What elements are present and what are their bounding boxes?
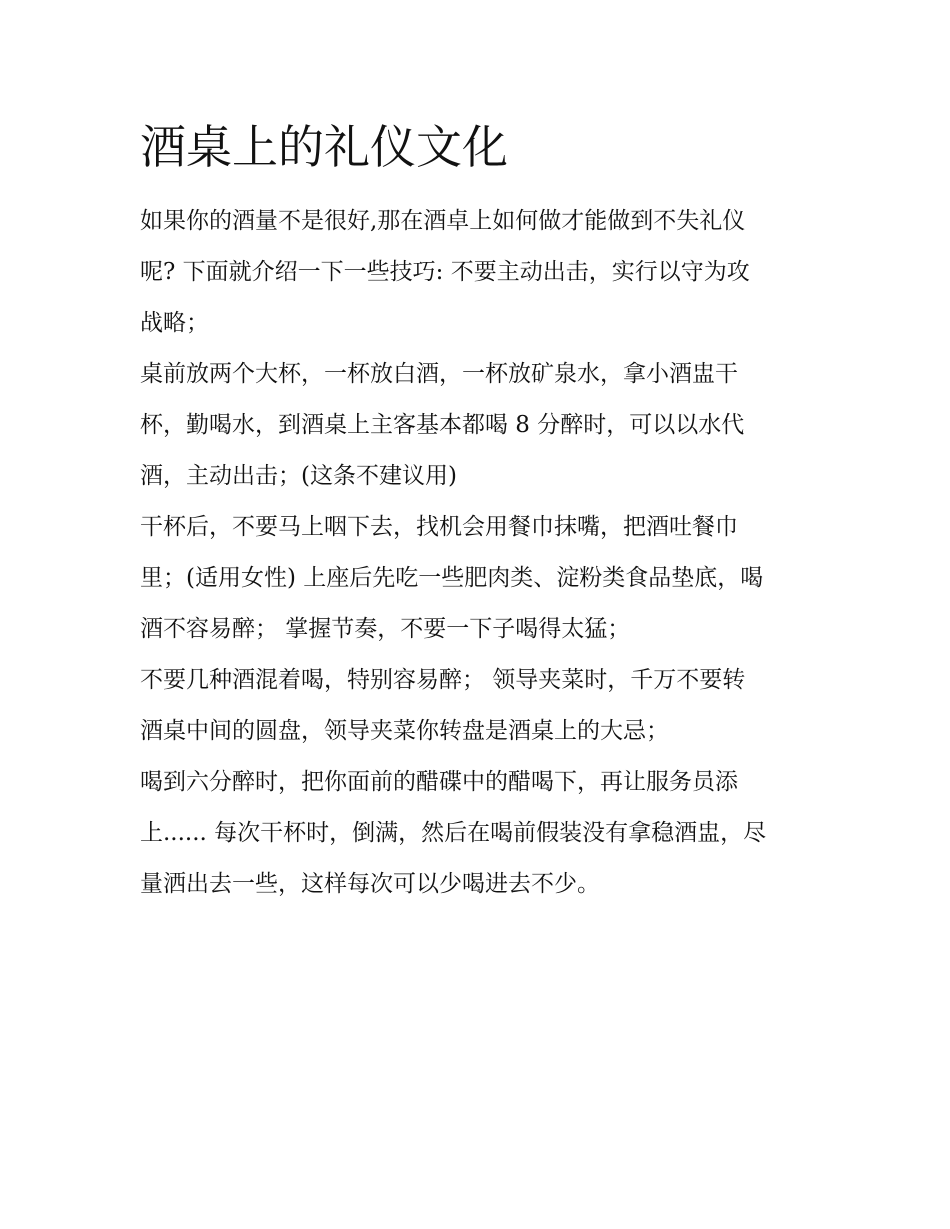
body-line: 酒，主动出击；(这条不建议用) (140, 463, 457, 489)
document-title: 酒桌上的礼仪文化 (140, 120, 508, 174)
body-line: 上...... 每次干杯时，倒满，然后在喝前假装没有拿稳酒盅，尽 (140, 820, 767, 846)
body-line: 不要几种酒混着喝，特别容易醉； 领导夹菜时，千万不要转 (140, 667, 746, 693)
body-line: 酒不容易醉； 掌握节奏，不要一下子喝得太猛； (140, 616, 631, 642)
body-line: 战略； (140, 310, 209, 336)
body-line: 呢? 下面就介绍一下一些技巧: 不要主动出击，实行以守为攻 (140, 259, 750, 285)
body-line: 喝到六分醉时，把你面前的醋碟中的醋喝下，再让服务员添 (140, 769, 738, 795)
body-line: 干杯后，不要马上咽下去，找机会用餐巾抹嘴，把酒吐餐巾 (140, 514, 738, 540)
body-line: 如果你的酒量不是很好,那在酒卓上如何做才能做到不失礼仪 (140, 208, 746, 234)
body-line: 里；(适用女性) 上座后先吃一些肥肉类、淀粉类食品垫底，喝 (140, 565, 764, 591)
body-line: 杯，勤喝水，到酒桌上主客基本都喝 8 分醉时，可以以水代 (140, 412, 745, 438)
body-line: 酒桌中间的圆盘，领导夹菜你转盘是酒桌上的大忌； (140, 718, 669, 744)
body-line: 量洒出去一些，这样每次可以少喝进去不少。 (140, 871, 600, 897)
body-line: 桌前放两个大杯，一杯放白酒，一杯放矿泉水，拿小酒盅干 (140, 361, 738, 387)
